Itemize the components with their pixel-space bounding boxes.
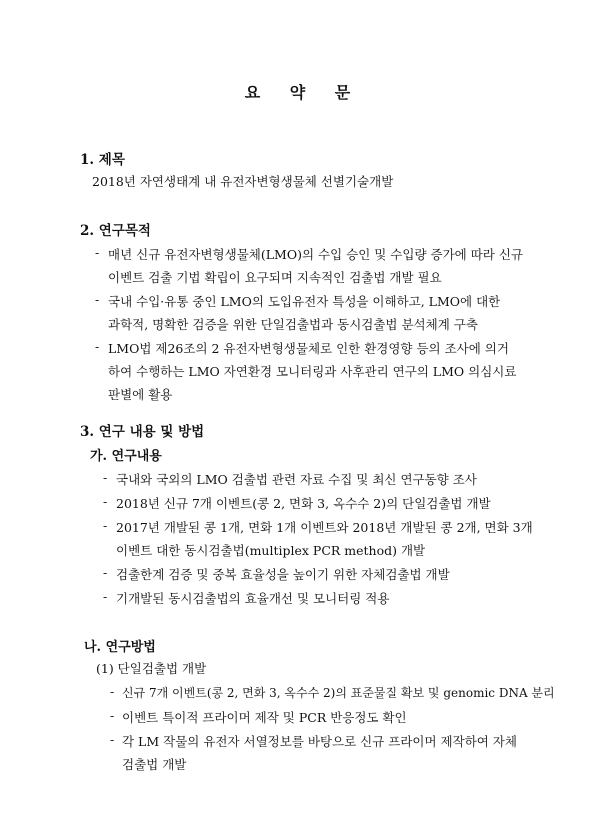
bullet-dash: - [103, 494, 108, 509]
bullet-dash: - [95, 245, 100, 260]
bullet-dash: - [103, 565, 108, 580]
purpose-item-1-line-2: 이벤트 검출 기법 확립이 요구되며 지속적인 검출법 개발 필요 [108, 270, 442, 285]
section-1-text: 2018년 자연생태계 내 유전자변형생물체 선별기술개발 [92, 174, 394, 189]
method-item-3-line-2: 검출법 개발 [122, 757, 187, 772]
bullet-dash: - [110, 708, 115, 723]
purpose-item-2-line-2: 과학적, 명확한 검증을 위한 단일검출법과 동시검출법 분석체계 구축 [108, 317, 478, 332]
content-item-3-line-1: 2017년 개발된 콩 1개, 면화 1개 이벤트와 2018년 개발된 콩 2개, 면화 3개 [116, 520, 533, 535]
method-item-1: 신규 7개 이벤트(콩 2, 면화 3, 옥수수 2)의 표준물질 확보 및 genomic DNA 분리 [122, 686, 555, 700]
method-item-3-line-1: 각 LM 작물의 유전자 서열정보를 바탕으로 신규 프라이머 제작하여 자체 [122, 734, 517, 749]
content-item-2: 2018년 신규 7개 이벤트(콩 2, 면화 3, 옥수수 2)의 단일검출법 개발 [116, 496, 491, 511]
method-subheading-1: (1) 단일검출법 개발 [96, 661, 207, 676]
bullet-dash: - [103, 589, 108, 604]
bullet-dash: - [95, 339, 100, 354]
purpose-item-2-line-1: 국내 수입·유통 중인 LMO의 도입유전자 특성을 이해하고, LMO에 대한 [108, 294, 501, 309]
bullet-dash: - [110, 684, 115, 699]
content-item-4: 검출한계 검증 및 중복 효율성을 높이기 위한 자체검출법 개발 [116, 567, 450, 582]
content-item-3-line-2: 이벤트 대한 동시검출법(multiplex PCR method) 개발 [116, 543, 426, 558]
bullet-dash: - [110, 732, 115, 747]
section-1-heading: 1. 제목 [80, 152, 125, 168]
section-2-heading: 2. 연구목적 [80, 223, 151, 239]
subsection-methods-heading: 나. 연구방법 [84, 640, 156, 655]
purpose-item-3-line-1: LMO법 제26조의 2 유전자변형생물체로 인한 환경영향 등의 조사에 의거 [108, 341, 509, 356]
method-item-2: 이벤트 특이적 프라이머 제작 및 PCR 반응정도 확인 [122, 710, 407, 725]
bullet-dash: - [95, 292, 100, 307]
content-item-5: 기개발된 동시검출법의 효율개선 및 모니터링 적용 [116, 591, 390, 606]
purpose-item-3-line-3: 판별에 활용 [108, 387, 173, 402]
bullet-dash: - [103, 470, 108, 485]
content-item-1: 국내와 국외의 LMO 검출법 관련 자료 수집 및 최신 연구동향 조사 [116, 472, 477, 487]
bullet-dash: - [103, 518, 108, 533]
page-title: 요 약 문 [244, 83, 363, 102]
section-3-heading: 3. 연구 내용 및 방법 [80, 424, 205, 440]
purpose-item-3-line-2: 하여 수행하는 LMO 자연환경 모니터링과 사후관리 연구의 LMO 의심시료 [108, 364, 517, 379]
purpose-item-1-line-1: 매년 신규 유전자변형생물체(LMO)의 수입 승인 및 수입량 증가에 따라 신규 [108, 247, 523, 262]
subsection-contents-heading: 가. 연구내용 [90, 449, 162, 464]
